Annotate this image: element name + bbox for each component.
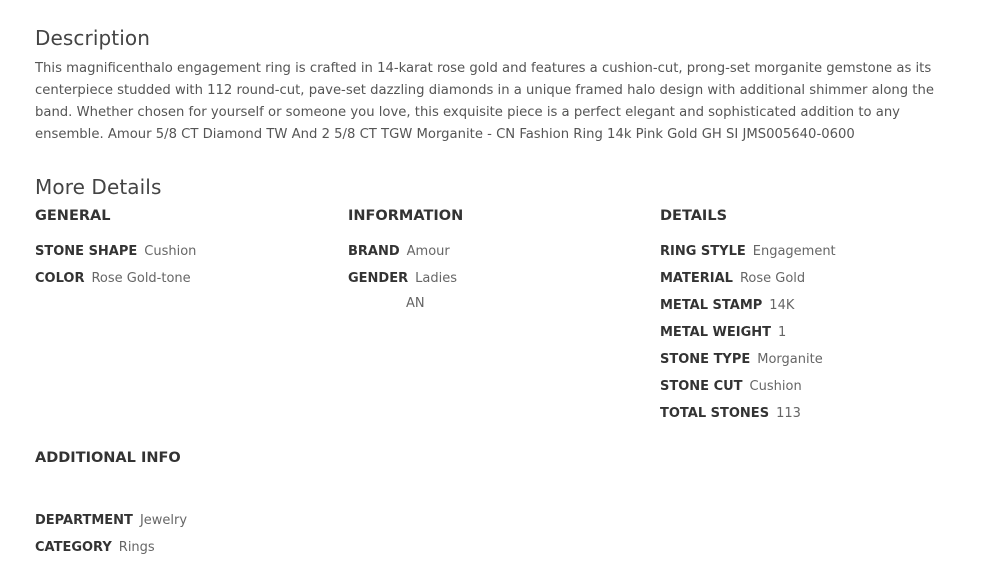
detail-row-brand bbox=[348, 240, 648, 267]
general-section bbox=[35, 208, 335, 286]
detail-value: Amour bbox=[406, 244, 450, 259]
detail-row-color bbox=[35, 267, 335, 294]
detail-row-total-stones bbox=[660, 402, 960, 429]
general-heading: GENERAL bbox=[35, 208, 111, 224]
information-section bbox=[348, 208, 648, 311]
detail-label: STONE SHAPE bbox=[35, 244, 138, 259]
additional-info-rows bbox=[35, 509, 335, 563]
detail-row-stone-shape bbox=[35, 240, 335, 267]
additional-info-heading: ADDITIONAL INFO bbox=[35, 450, 181, 466]
details-rows bbox=[660, 240, 960, 429]
detail-value: Ladies bbox=[415, 271, 457, 286]
detail-row-gender bbox=[348, 267, 648, 294]
information-rows bbox=[348, 240, 648, 321]
detail-value: Jewelry bbox=[139, 513, 188, 528]
detail-value: 1 bbox=[778, 325, 787, 340]
detail-label: METAL WEIGHT bbox=[660, 325, 772, 340]
additional-info-section bbox=[35, 450, 335, 555]
description-text: This magnificenthalo engagement ring is crafted in 14-karat rose gold and features a cushion-cut, prong-set morganite gemstone as its centerpiece studded with 112 round-cut, pave-set dazzling diamonds in a unique framed halo design with additional shimmer along the band. Whether chosen for yourself or someone you love, this exquisite piece is a perfect elegant and sophisticated addition to any ensemble. Amour 5/8 CT Diamond TW And 2 5/8 CT TGW Morganite - CN Fashion Ring 14k Pink Gold GH SI JMS005640-0600 bbox=[35, 61, 934, 142]
detail-row-stone-cut bbox=[660, 375, 960, 402]
details-section bbox=[660, 208, 960, 421]
detail-label: TOTAL STONES bbox=[660, 406, 770, 421]
detail-value: Rings bbox=[118, 540, 155, 555]
detail-label: GENDER bbox=[348, 271, 409, 286]
detail-value: Morganite bbox=[757, 352, 823, 367]
detail-label: STONE TYPE bbox=[660, 352, 751, 367]
detail-value: Cushion bbox=[749, 379, 802, 394]
detail-value: 113 bbox=[776, 406, 801, 421]
detail-value: Rose Gold bbox=[739, 271, 806, 286]
detail-row-category bbox=[35, 536, 335, 563]
clipped-value: AN bbox=[406, 296, 425, 311]
details-heading: DETAILS bbox=[660, 208, 728, 224]
general-rows bbox=[35, 240, 335, 294]
detail-row-ring-style bbox=[660, 240, 960, 267]
information-heading: INFORMATION bbox=[348, 208, 464, 224]
detail-value: Engagement bbox=[752, 244, 836, 259]
detail-label: CATEGORY bbox=[35, 540, 112, 555]
detail-row-metal-weight bbox=[660, 321, 960, 348]
detail-value: Rose Gold-tone bbox=[91, 271, 191, 286]
description-title: Description bbox=[35, 26, 151, 50]
detail-value: 14K bbox=[769, 298, 795, 313]
detail-label: METAL STAMP bbox=[660, 298, 763, 313]
detail-label: STONE CUT bbox=[660, 379, 743, 394]
detail-row-department bbox=[35, 509, 335, 536]
detail-row-material bbox=[660, 267, 960, 294]
detail-row-stone-type bbox=[660, 348, 960, 375]
detail-label: MATERIAL bbox=[660, 271, 733, 286]
detail-value: Cushion bbox=[144, 244, 197, 259]
detail-label: RING STYLE bbox=[660, 244, 746, 259]
detail-row-metal-stamp bbox=[660, 294, 960, 321]
detail-row-clipped bbox=[348, 294, 648, 321]
detail-label: COLOR bbox=[35, 271, 85, 286]
more-details-title: More Details bbox=[35, 175, 162, 199]
detail-label: DEPARTMENT bbox=[35, 513, 133, 528]
detail-label: BRAND bbox=[348, 244, 400, 259]
